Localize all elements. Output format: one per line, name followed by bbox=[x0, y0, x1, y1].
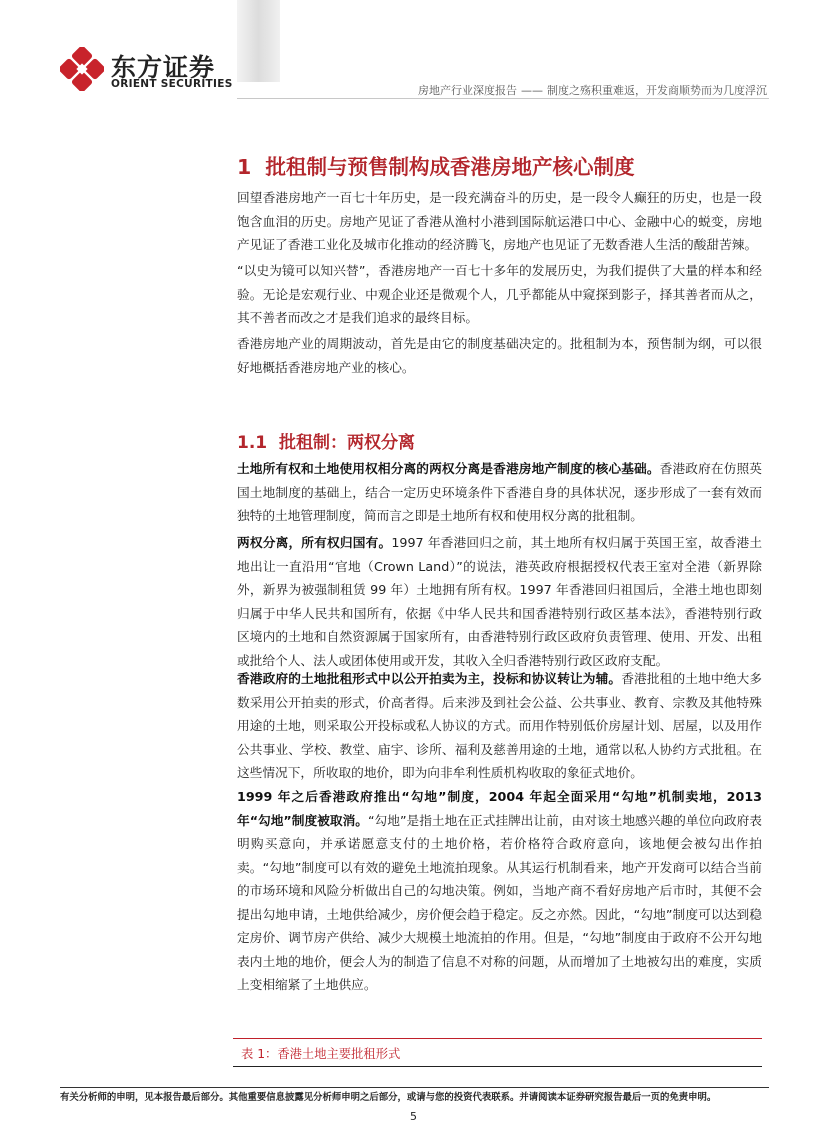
header-separator: —— bbox=[521, 84, 543, 97]
sub-paragraph-1-lead: 土地所有权和土地使用权相分离的两权分离是香港房地产制度的核心基础。 bbox=[237, 461, 660, 476]
intro-paragraph-3: 香港房地产业的周期波动，首先是由它的制度基础决定的。批租制为本，预售制为纲，可以很好地概括香港房地产业的核心。 bbox=[237, 336, 762, 375]
sub-paragraph-1-body: 香港政府在仿照英国土地制度的基础上，结合一定历史环境条件下香港自身的具体状况，逐步形成了一套有效而独特的土地管理制度，简而言之即是土地所有权和使用权分离的批租制。 bbox=[237, 461, 762, 523]
section-number: 1 bbox=[237, 155, 252, 179]
logo-english-name: ORIENT SECURITIES bbox=[111, 78, 233, 90]
header-divider bbox=[237, 98, 769, 99]
sub-paragraph-4-body: “勾地”是指土地在正式挂牌出让前，由对该土地感兴趣的单位向政府表明购买意向，并承诺愿意支付的土地价格，若价格符合政府意向，该地便会被勾出作拍卖。“勾地”制度可以有效的避免土地流拍现象。从其运行机制看来，地产开发商可以结合当前的市场环境和风险分析做出自己的勾地决策。例如，当地产商不看好房地产后市时，其便不会提出勾地申请，土地供给减少，房价便会趋于稳定。反之亦然。因此，“勾地”制度可以达到稳定房价、调节房产供给、减少大规模土地流拍的作用。但是，“勾地”制度由于政府不公开勾地表内土地的地价，便会人为的制造了信息不对称的问题，从而增加了土地被勾出的难度，实质上变相缩紧了土地供应。 bbox=[237, 812, 762, 992]
subsection-heading bbox=[237, 428, 415, 453]
table-top-rule bbox=[233, 1038, 762, 1039]
sub-paragraph-3-body: 香港批租的土地中绝大多数采用公开拍卖的形式，价高者得。后来涉及到社会公益、公共事业、教育、宗教及其他特殊用途的土地，则采取公开投标或私人协议的方式。而用作特别低价房屋计划、居屋，以及用作公共事业、学校、教堂、庙宇、诊所、福利及慈善用途的土地，通常以私人协约方式批租。在这些情况下，所收取的地价，即为向非牟利性质机构收取的象征式地价。 bbox=[237, 671, 762, 780]
sub-paragraph-3-lead: 香港政府的土地批租形式中以公开拍卖为主，投标和协议转让为辅。 bbox=[237, 671, 622, 686]
report-header-title bbox=[418, 82, 767, 98]
table-header-rule bbox=[233, 1066, 762, 1067]
sub-paragraph-4 bbox=[237, 785, 762, 997]
subsection-number: 1.1 bbox=[237, 433, 268, 453]
table-caption: 表 1：香港土地主要批租形式 bbox=[241, 1047, 401, 1061]
orient-securities-logo-icon bbox=[60, 47, 104, 91]
report-type: 房地产行业深度报告 bbox=[418, 84, 517, 97]
sub-paragraph-3 bbox=[237, 667, 762, 785]
intro-paragraph-2: “以史为镜可以知兴替”，香港房地产一百七十多年的发展历史，为我们提供了大量的样本和经验。无论是宏观行业、中观企业还是微观个人，几乎都能从中窥探到影子，择其善者而从之，其不善者而改之才是我们追求的最终目标。 bbox=[237, 263, 762, 325]
report-subtitle: 制度之殇积重难返，开发商顺势而为几度浮沉 bbox=[547, 84, 767, 97]
sub-paragraph-2-body: 1997 年香港回归之前，其土地所有权归属于英国王室，故香港土地出让一直沿用“官地（Crown Land）”的说法，港英政府根据授权代表王室对全港（新界除外，新界为被强制租赁 99 年）土地拥有所有权。1997 年香港回归祖国后，全港土地也即刻归属于中华人民共和国所有，依据《中华人民共和国香港特别行政区基本法》，香港特别行政区境内的土地和自然资源属于国家所有，由香港特别行政区政府负责管理、使用、开发、出租或批给个人、法人或团体使用或开发，其收入全归香港特别行政区政府支配。 bbox=[237, 535, 763, 668]
sub-paragraph-2-lead: 两权分离，所有权归国有。 bbox=[237, 535, 392, 550]
logo-chinese-name: 东方证券 bbox=[111, 53, 216, 82]
section-title: 批租制与预售制构成香港房地产核心制度 bbox=[265, 155, 635, 179]
page-number: 5 bbox=[410, 1110, 417, 1123]
subsection-title: 批租制：两权分离 bbox=[278, 433, 415, 453]
sub-paragraph-1 bbox=[237, 457, 762, 528]
company-logo bbox=[60, 47, 260, 91]
sub-paragraph-4-lead: 1999 年之后香港政府推出“勾地”制度，2004 年起全面采用“勾地”机制卖地，2013 年“勾地”制度被取消。 bbox=[237, 789, 762, 828]
sub-paragraph-2 bbox=[237, 531, 762, 672]
footer-divider bbox=[60, 1087, 769, 1088]
footer-disclaimer: 有关分析师的申明，见本报告最后部分。其他重要信息披露见分析师申明之后部分，或请与您的投资代表联系。并请阅读本证券研究报告最后一页的免责申明。 bbox=[60, 1092, 717, 1103]
intro-paragraph-1: 回望香港房地产一百七十年历史，是一段充满奋斗的历史，是一段令人癫狂的历史，也是一段饱含血泪的历史。房地产见证了香港从渔村小港到国际航运港口中心、金融中心的蜕变，房地产见证了香港工业化及城市化推动的经济腾飞，房地产也见证了无数香港人生活的酸甜苦辣。 bbox=[237, 190, 762, 252]
section-heading bbox=[237, 150, 635, 180]
